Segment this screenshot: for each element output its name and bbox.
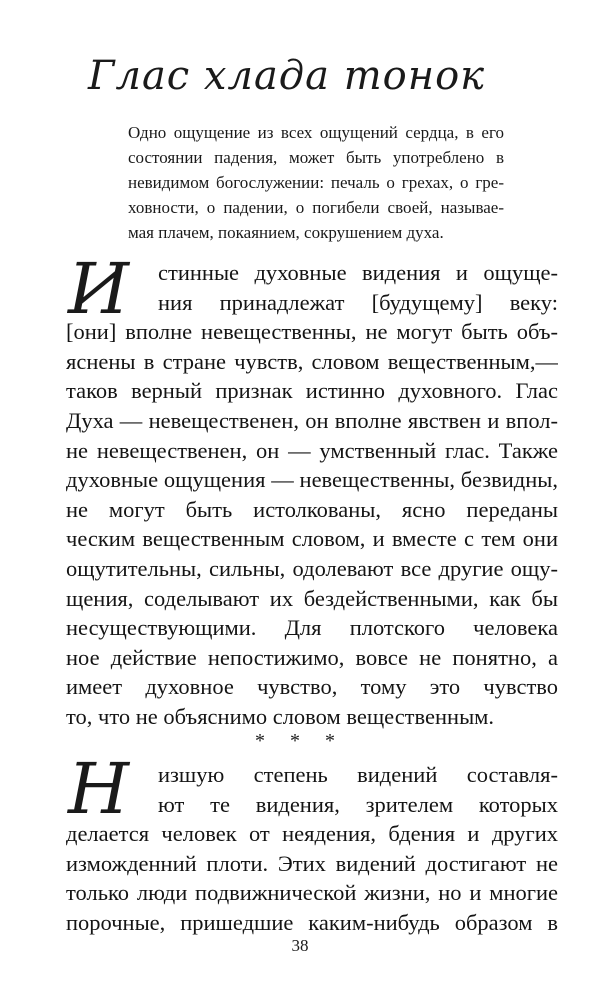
text-line: ческим вещественным словом, и вместе с тем они	[66, 526, 558, 552]
text-line: щения, соделывают их бездейственными, как бы	[66, 585, 558, 611]
text-line: Духа — невещественен, он вполне явствен и впол-	[66, 407, 558, 433]
chapter-title: Глас хлада тонок	[88, 53, 486, 99]
text-line: таков верный признак истинно духовного. Глас	[66, 378, 558, 404]
text-line: ния принадлежат [будущему] веку:	[158, 289, 558, 315]
text-line: несуществующими. Для плотского человека	[66, 615, 558, 641]
text-line: то, что не объяснимо словом вещественным.	[66, 703, 495, 729]
epigraph-line: ховности, о падении, о погибели своей, называе-	[128, 198, 504, 217]
section-separator: * * *	[255, 730, 345, 752]
page-number: 38	[291, 936, 309, 955]
epigraph-line: мая плачем, покаянием, сокрушением духа.	[128, 223, 444, 242]
drop-cap: Н	[68, 748, 130, 830]
text-line: [они] вполне невещественны, не могут быть объ-	[66, 319, 558, 345]
epigraph-line: Одно ощущение из всех ощущений сердца, в его	[128, 123, 504, 142]
paragraph-1	[66, 258, 558, 732]
text-line: порочные, пришедшие каким-нибудь образом в	[66, 909, 558, 935]
text-line: ощутительны, сильны, одолевают все другие ощу-	[66, 555, 558, 581]
text-line: яснены в стране чувств, словом вещественным,—	[66, 348, 558, 374]
text-line: делается человек от неядения, бдения и других	[66, 821, 558, 847]
text-line: изшую степень видений составля-	[158, 762, 558, 787]
epigraph-line: состоянии падения, может быть употреблено в	[128, 148, 504, 167]
text-line: имеет духовное чувство, тому это чувство	[66, 674, 558, 700]
text-line: только люди подвижнической жизни, но и многие	[66, 880, 558, 906]
text-line: ют те видения, зрителем которых	[158, 791, 558, 817]
epigraph	[128, 120, 504, 245]
epigraph-line: невидимом богослужении: печаль о грехах, о гре-	[128, 173, 504, 192]
drop-cap: И	[68, 248, 130, 330]
text-line: не невещественен, он — умственный глас. Также	[66, 437, 558, 463]
text-line: не могут быть истолкованы, ясно переданы	[66, 496, 558, 522]
paragraph-2	[66, 760, 558, 938]
text-line: ное действие непостижимо, вовсе не понятно, а	[66, 644, 558, 670]
text-line: стинные духовные видения и ощуще-	[158, 260, 558, 285]
text-line: изможденний плоти. Этих видений достигают не	[66, 850, 558, 876]
text-line: духовные ощущения — невещественны, безвидны,	[66, 467, 558, 493]
